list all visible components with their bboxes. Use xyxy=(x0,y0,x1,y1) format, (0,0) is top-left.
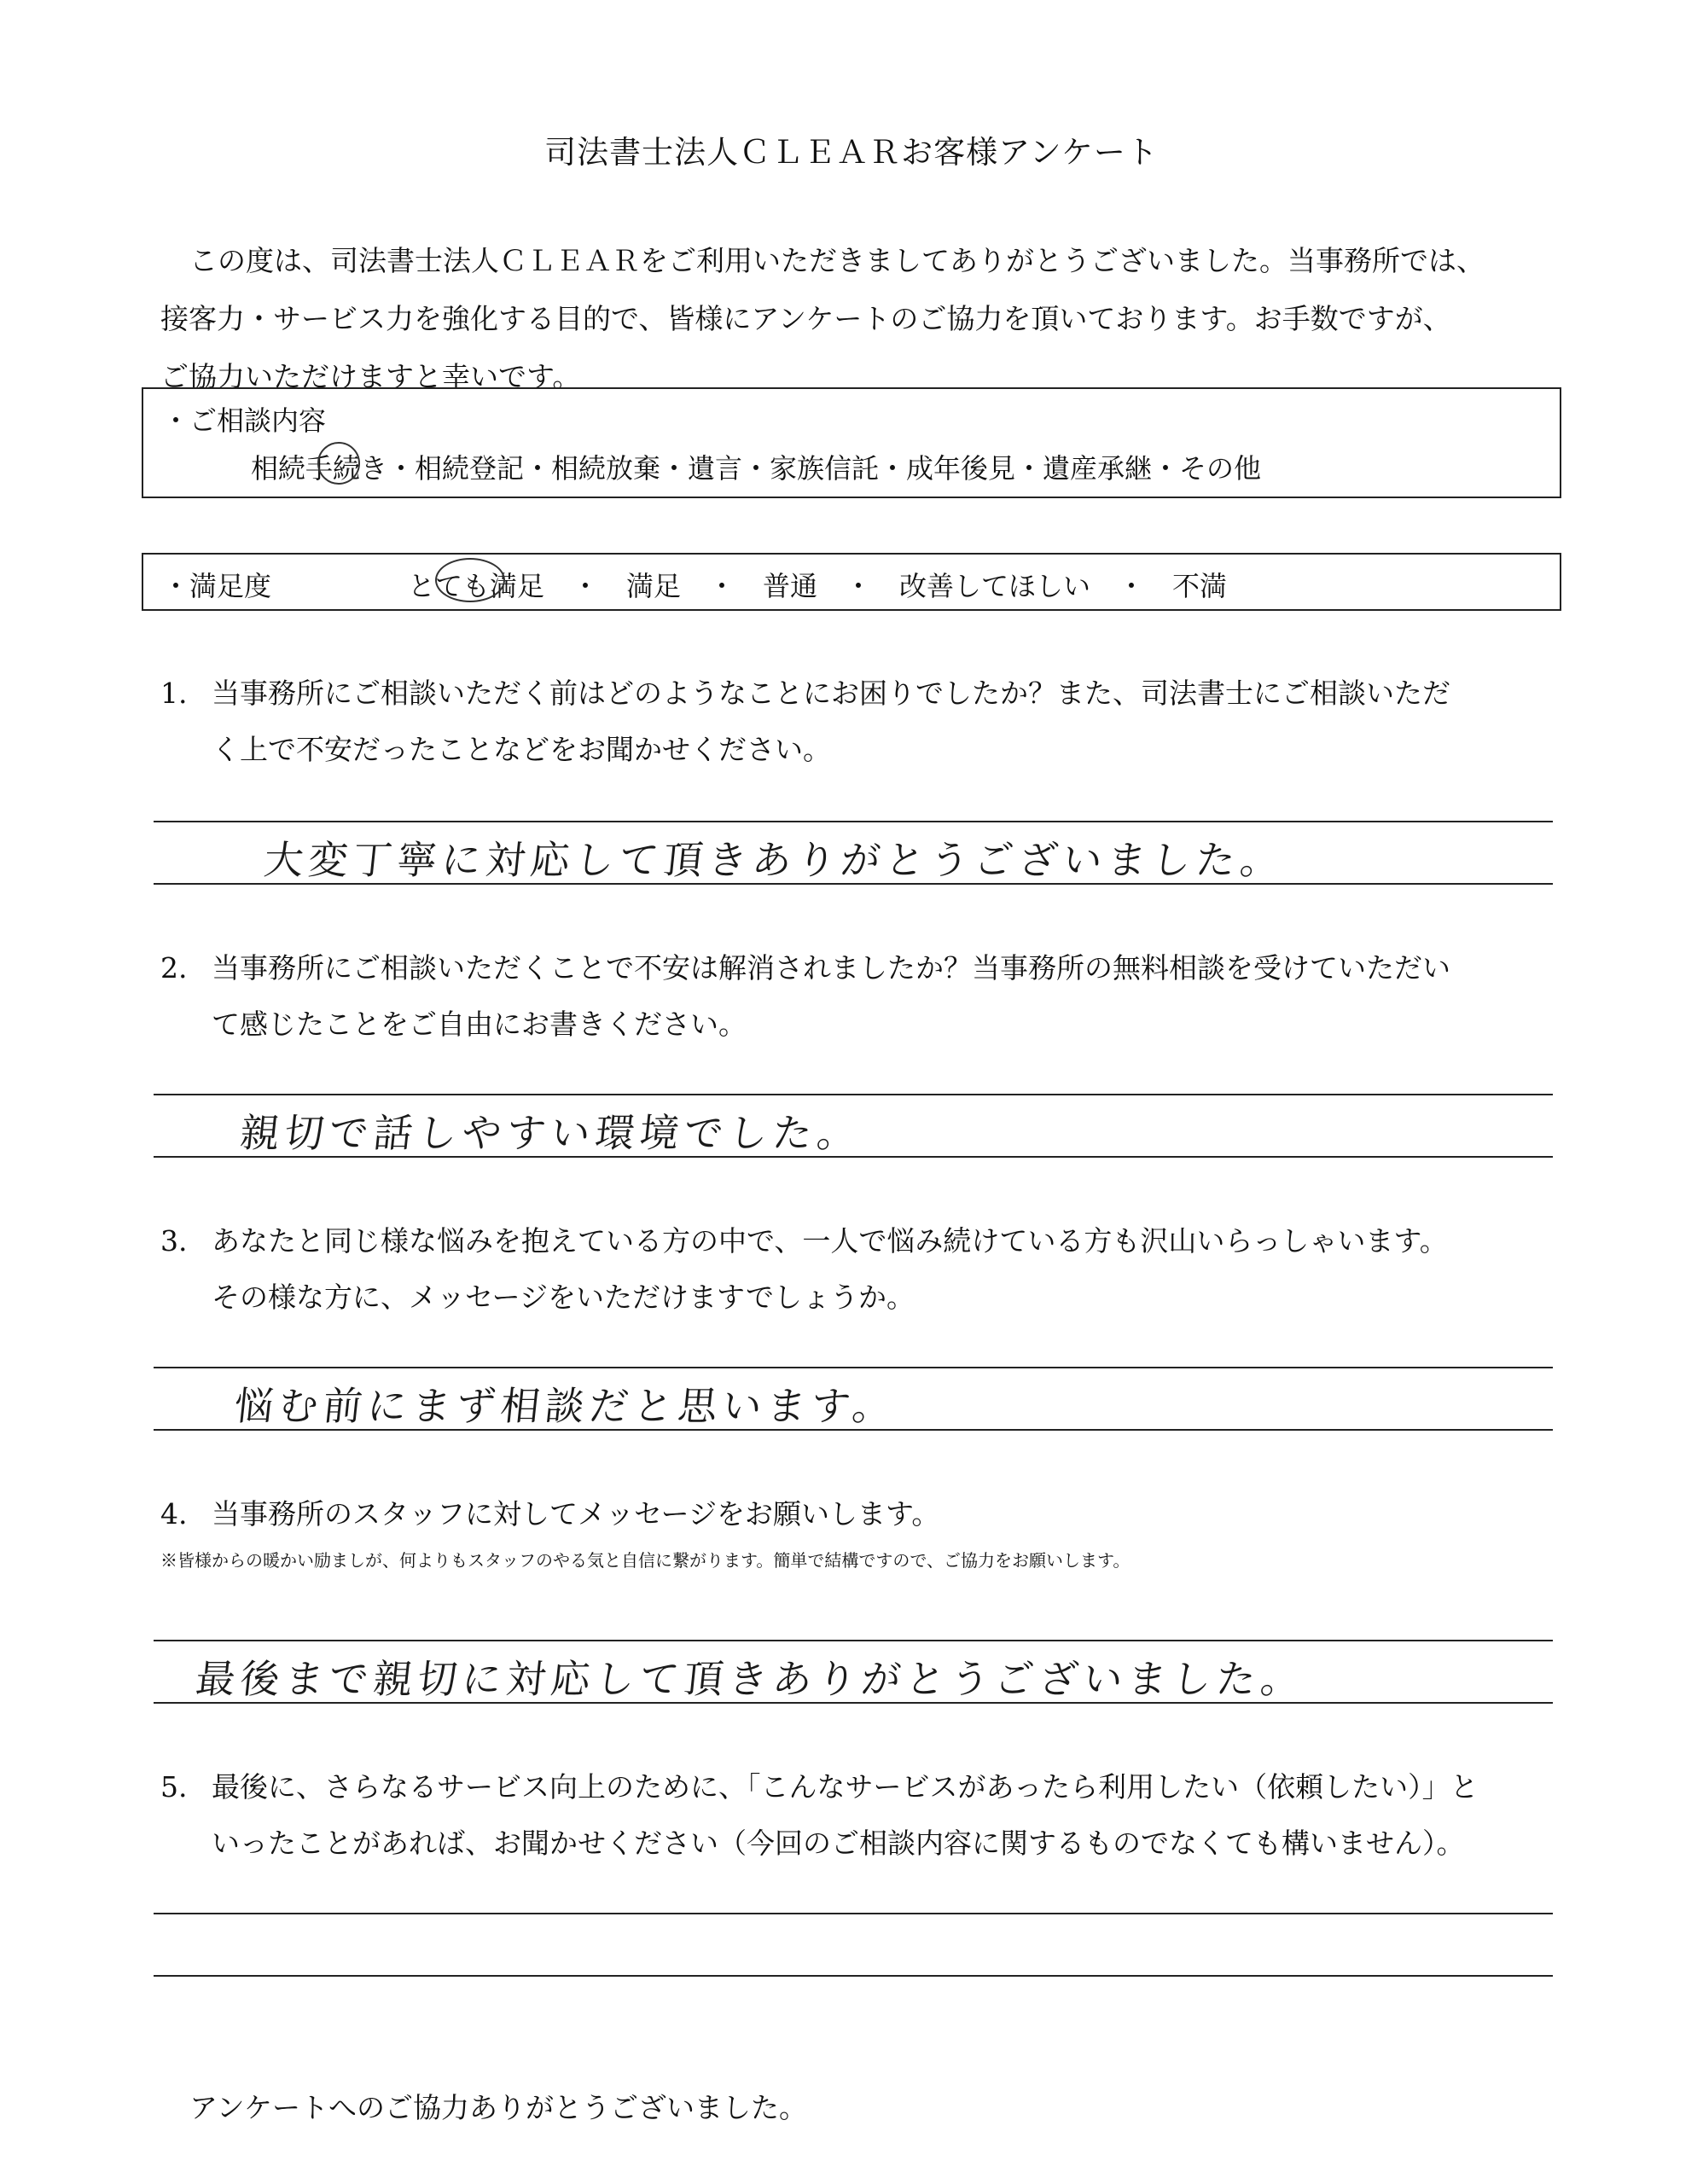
answer-line xyxy=(154,1156,1553,1158)
intro-text xyxy=(160,232,1560,406)
intro-line: この度は、司法書士法人ＣＬＥＡＲをご利用いただきましてありがとうございました。当事務所では、 xyxy=(189,244,1485,277)
question-text: その様な方に、メッセージをいただけますでしょうか。 xyxy=(212,1281,915,1314)
handwritten-answer: 悩む前にまず相談だと思います。 xyxy=(231,1383,899,1429)
selection-circle xyxy=(317,442,360,485)
satisfaction-box xyxy=(142,553,1561,611)
question-number: 5. xyxy=(160,1770,188,1804)
answer-line xyxy=(154,883,1553,885)
handwritten-answer: 親切で話しやすい環境でした。 xyxy=(237,1110,864,1156)
survey-title: 司法書士法人ＣＬＥＡＲお客様アンケート xyxy=(544,134,1159,171)
consultation-box xyxy=(142,387,1561,498)
question-text: て感じたことをご自由にお書きください。 xyxy=(212,1008,747,1041)
intro-line: 接客力・サービス力を強化する目的で、皆様にアンケートのご協力を頂いております。お手数ですが、 xyxy=(160,302,1451,335)
satisfaction-options: とても満足 ・ 満足 ・ 普通 ・ 改善してほしい ・ 不満 xyxy=(408,570,1228,602)
question-number: 1. xyxy=(160,677,188,710)
answer-line xyxy=(154,1429,1553,1431)
handwritten-answer: 最後まで親切に対応して頂きありがとうございました。 xyxy=(193,1656,1308,1702)
question-number: 4. xyxy=(160,1497,188,1531)
question-text: 当事務所のスタッフに対してメッセージをお願いします。 xyxy=(212,1497,940,1531)
intro-line: ご協力いただけますと幸いです。 xyxy=(160,360,581,393)
question-number: 2. xyxy=(160,951,188,985)
question-text: あなたと同じ様な悩みを抱えている方の中で、一人で悩み続けている方も沢山いらっしゃいます。 xyxy=(212,1224,1448,1258)
answer-line xyxy=(154,1094,1553,1095)
question-text: 当事務所にご相談いただくことで不安は解消されましたか？当事務所の無料相談を受けていただい xyxy=(212,951,1450,985)
consultation-label: ・ご相談内容 xyxy=(162,404,327,437)
question-text: いったことがあれば、お聞かせください（今回のご相談内容に関するものでなくても構いません）。 xyxy=(212,1827,1465,1860)
handwritten-answer: 大変丁寧に対応して頂きありがとうございました。 xyxy=(261,837,1287,883)
satisfaction-label: ・満足度 xyxy=(162,570,272,602)
answer-line xyxy=(154,821,1553,822)
answer-line xyxy=(154,1702,1553,1704)
question-note: ※皆様からの暖かい励ましが、何よりもスタッフのやる気と自信に繋がります。簡単で結構ですので、ご協力をお願いします。 xyxy=(160,1550,1130,1571)
answer-line xyxy=(154,1640,1553,1641)
question-text: 最後に、さらなるサービス向上のために、「こんなサービスがあったら利用したい（依頼したい）」と xyxy=(212,1770,1479,1804)
closing-text: アンケートへのご協力ありがとうございました。 xyxy=(189,2091,808,2124)
question-text: く上で不安だったことなどをお聞かせください。 xyxy=(212,733,831,766)
selection-circle xyxy=(435,558,505,602)
consultation-options: 相続手続き・相続登記・相続放棄・遺言・家族信託・成年後見・遺産承継・その他 xyxy=(251,452,1262,485)
answer-line xyxy=(154,1367,1553,1368)
question-number: 3. xyxy=(160,1224,188,1258)
answer-line xyxy=(154,1913,1553,1914)
question-text: 当事務所にご相談いただく前はどのようなことにお困りでしたか？また、司法書士にご相談いただ xyxy=(212,677,1450,710)
answer-line xyxy=(154,1975,1553,1977)
